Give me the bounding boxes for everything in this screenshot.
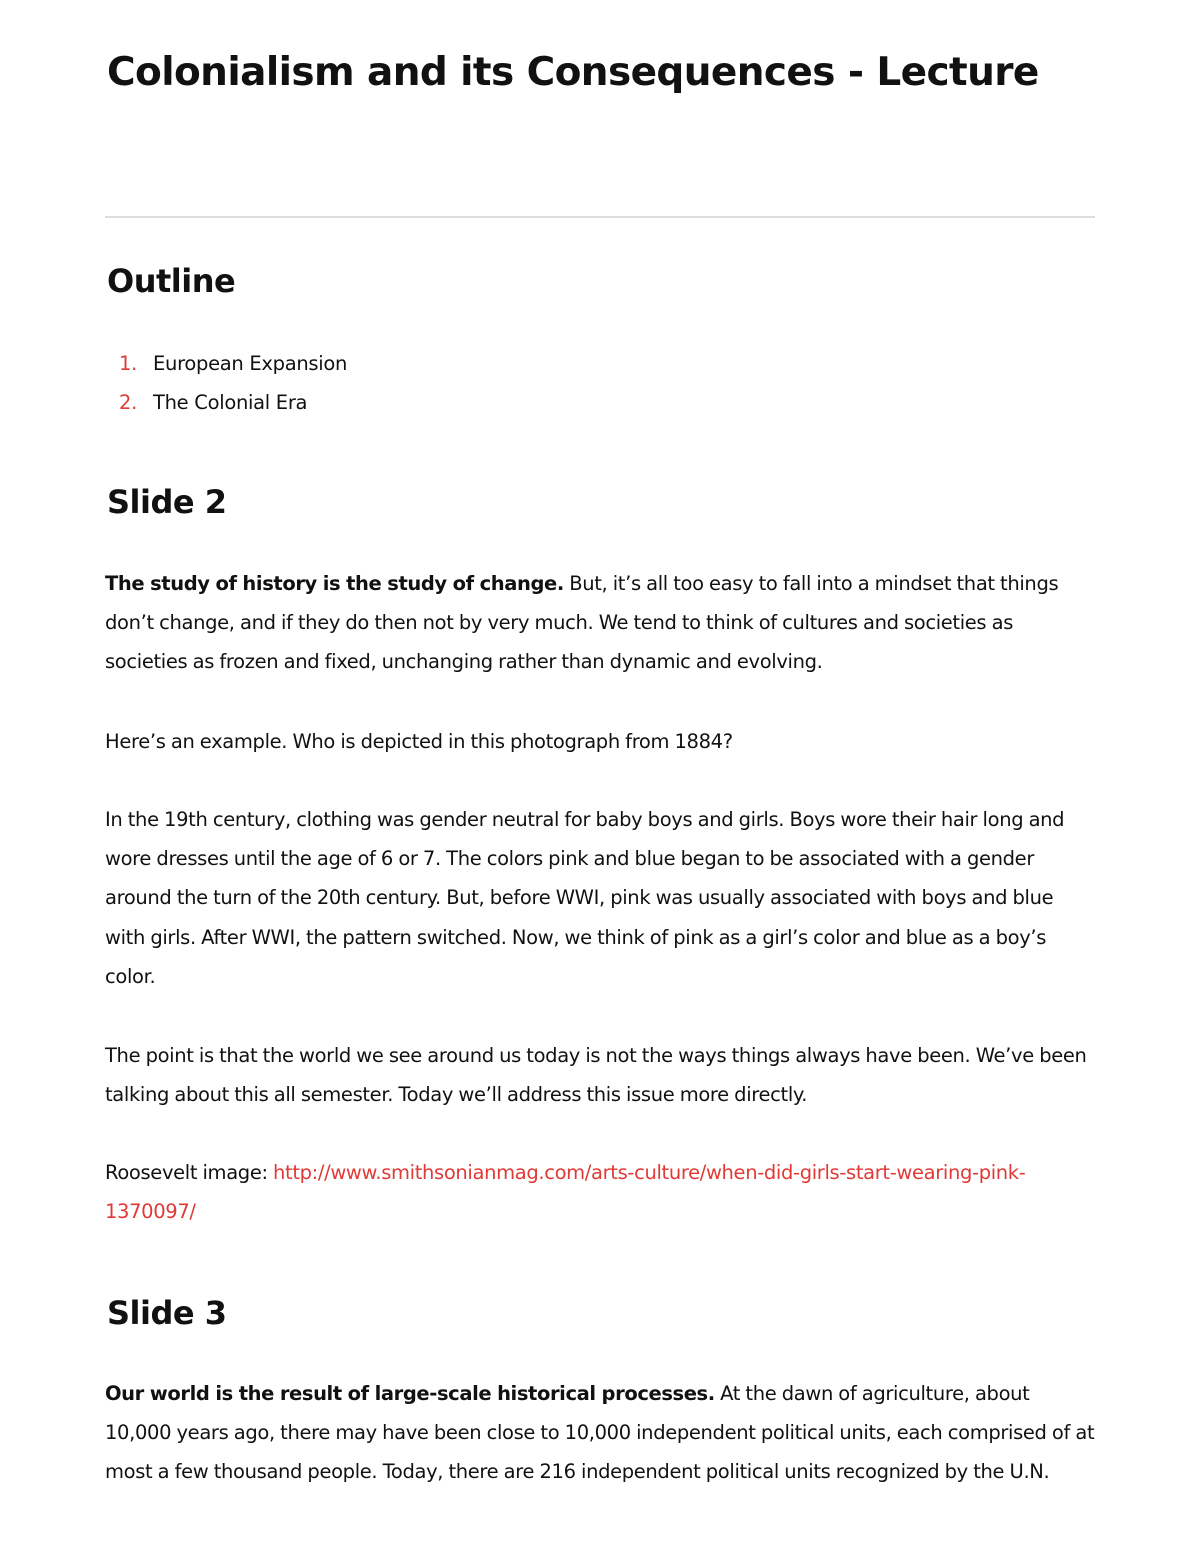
slide-3-paragraph-1	[105, 1374, 1097, 1492]
horizontal-divider	[105, 216, 1095, 218]
slide-3-bold-lead: Our world is the result of large-scale historical processes.	[105, 1382, 715, 1405]
slide-2-paragraph-5	[105, 1153, 1097, 1231]
outline-list	[105, 349, 347, 426]
outline-item-text: The Colonial Era	[153, 390, 308, 414]
slide-2-paragraph-4: The point is that the world we see around us today is not the ways things always have been. We’ve been talking about this all semester. Today we’ll address this issue more directly.	[105, 1044, 1087, 1107]
outline-item-number: 1.	[119, 352, 138, 375]
outline-item-number: 2.	[119, 390, 138, 414]
slide-2-paragraph-1	[105, 564, 1097, 682]
slide-2-paragraph-2: Here’s an example. Who is depicted in this photograph from 1884?	[105, 730, 733, 753]
outline-item-1	[105, 349, 347, 388]
smithsonian-link[interactable]: http://www.smithsonianmag.com/arts-culture/when-did-girls-start-wearing-pink-1370097/	[105, 1161, 1026, 1224]
outline-heading: Outline	[107, 262, 236, 300]
slide-3-heading: Slide 3	[107, 1294, 227, 1332]
slide-3-paragraph-1-text: At the dawn of agriculture, about 10,000 years ago, there may have been close to 10,000 independent political units, each comprised of at most a few thousand people. Today, there are 216 independent political units recognized by the U.N.	[105, 1382, 1095, 1484]
slide-2-bold-lead: The study of history is the study of change.	[105, 572, 564, 595]
slide-2-heading: Slide 2	[107, 483, 227, 521]
roosevelt-image-label: Roosevelt image:	[105, 1161, 274, 1184]
slide-2-paragraph-3: In the 19th century, clothing was gender neutral for baby boys and girls. Boys wore their hair long and wore dresses until the age of 6 or 7. The colors pink and blue began to be associated with a gender around the turn of the 20th century. But, before WWI, pink was usually associated with boys and blue with girls. After WWI, the pattern switched. Now, we think of pink as a girl’s color and blue as a boy’s color.	[105, 808, 1065, 988]
outline-item-2	[105, 388, 347, 427]
outline-item-text: European Expansion	[153, 352, 348, 375]
document-title: Colonialism and its Consequences - Lecture	[107, 50, 1039, 95]
slide-2-paragraph-1-text: But, it’s all too easy to fall into a mindset that things don’t change, and if they do then not by very much. We tend to think of cultures and societies as societies as frozen and fixed, unchanging rather than dynamic and evolving.	[105, 572, 1059, 674]
